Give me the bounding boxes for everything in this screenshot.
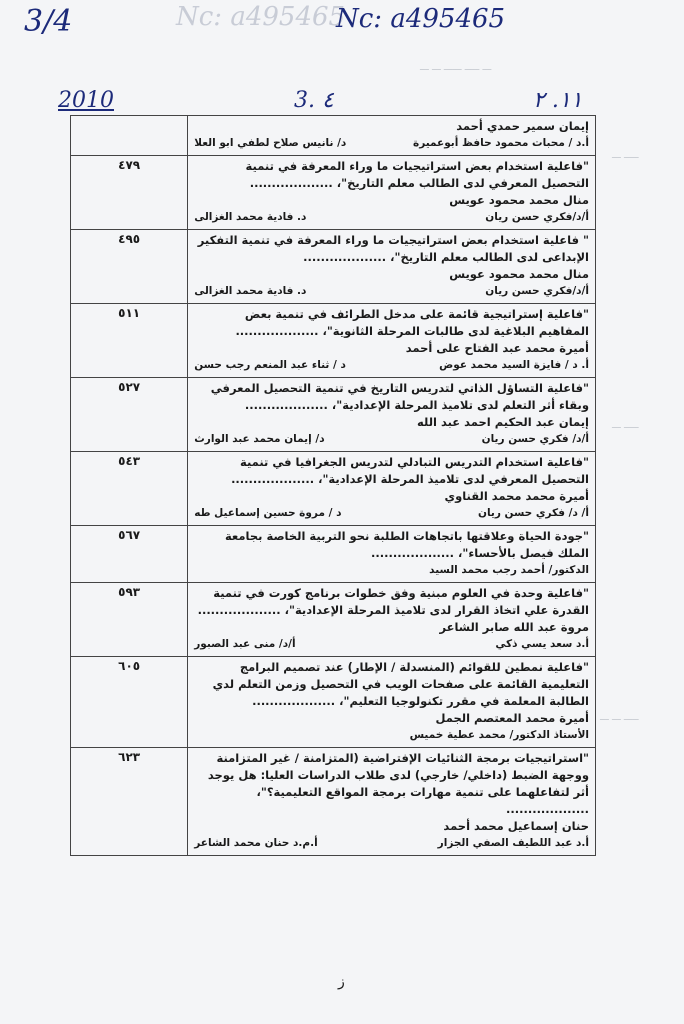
- bleed-through-text: ـــــ ـــ: [612, 420, 639, 431]
- entry-title: "فاعلية نمطين للقوائم (المنسدلة / الإطار) عند تصميم البرامج التعليمية القائمة على صفحات الويب في التحصيل وزمن التعلم لدي الطالبة المعلمة في مقرر تكنولوجيا التعليم"، ...................: [212, 660, 589, 708]
- entry-title: "فاعلية إستراتيجية قائمة على مدخل الطرائف في تنمية بعض المفاهيم البلاغية لدى طالبات المرحلة الثانوية"، ...................: [235, 307, 589, 338]
- entry-supervisors: [194, 562, 589, 579]
- handwritten-date-part: ١١. ٢: [533, 88, 583, 113]
- entry-supervisors: [194, 209, 589, 226]
- entry-title: "فاعلية وحدة في العلوم مبنية وفق خطوات برنامج كورت في تنمية القدرة علي اتخاذ القرار لدى تلاميذ المرحلة الإعدادية"، ...................: [197, 586, 589, 617]
- entry-cell: [188, 156, 596, 230]
- supervisor-name: د. فادية محمد الغزالى: [194, 285, 307, 297]
- entry-title: "فاعلية استخدام بعض استراتيجيات ما وراء المعرفة في تنمية التحصيل المعرفي لدى الطالب معلم التاريخ"، ...................: [245, 159, 589, 190]
- entry-cell: [188, 304, 596, 378]
- entry-supervisors: [194, 357, 589, 374]
- table-row: [71, 452, 596, 526]
- entry-supervisors: [194, 283, 589, 300]
- entry-title: "جودة الحياة وعلاقتها باتجاهات الطلبة نحو التربية الخاصة بجامعة الملك فيصل بالأحساء"، ...................: [224, 529, 589, 560]
- entry-cell: [188, 657, 596, 748]
- entry-supervisors: [194, 636, 589, 653]
- entry-cell: [188, 748, 596, 856]
- entry-cell: [188, 452, 596, 526]
- table-row: [71, 378, 596, 452]
- table-row: [71, 230, 596, 304]
- entry-author: منال محمد محمود عويس: [449, 267, 589, 281]
- bleed-through-text: ـــــ ـــ ـــ: [600, 712, 639, 723]
- contents-table: [70, 115, 596, 856]
- entry-page-number: ٥٩٣: [71, 583, 188, 657]
- supervisor-name: أ.د عبد اللطيف الصفي الجزار: [437, 837, 589, 849]
- handwritten-faint-number: Nc: a495465: [176, 2, 346, 32]
- entry-cell: [188, 116, 596, 156]
- entry-cell: [188, 230, 596, 304]
- supervisor-name: د. فادية محمد الغزالى: [194, 211, 307, 223]
- entry-cell: [188, 526, 596, 583]
- entry-page-number: ٤٧٩: [71, 156, 188, 230]
- table-row: [71, 116, 596, 156]
- supervisor-name: أ/د/ فكري حسن ريان: [481, 433, 589, 445]
- supervisor-name: الأستاذ الدكتور/ محمد عطية خميس: [409, 729, 589, 741]
- supervisor-name: أ.د سعد يسي ذكي: [495, 638, 589, 650]
- supervisor-name: أ/د/فكري حسن ريان: [485, 285, 589, 297]
- entry-title: " فاعلية استخدام بعض استراتيجيات ما وراء المعرفة في تنمية التفكير الإبداعى لدى الطالب معلم التاريخ"، ...................: [197, 233, 589, 264]
- supervisor-name: د/ نانيس صلاح لطفي ابو العلا: [194, 137, 347, 149]
- table-row: [71, 583, 596, 657]
- handwritten-year: 2010: [58, 88, 114, 113]
- entry-page-number: ٥١١: [71, 304, 188, 378]
- bleed-through-text: ـــ ـــــ ــــــ ـــ ـــ: [420, 62, 492, 73]
- entry-author: أميرة محمد محمد القناوي: [444, 489, 589, 503]
- table-row: [71, 526, 596, 583]
- entry-author: أميرة محمد عبد الفتاح على أحمد: [405, 341, 589, 355]
- handwritten-page-number: 3/4: [24, 4, 73, 39]
- table-row: [71, 748, 596, 856]
- entry-author: إيمان سمير حمدي أحمد: [456, 119, 589, 133]
- entry-page-number: ٥٢٧: [71, 378, 188, 452]
- entry-author: إيمان عبد الحكيم احمد عبد الله: [417, 415, 589, 429]
- entry-page-number: [71, 116, 188, 156]
- entry-title: "فاعلية استخدام التدريس التبادلي لتدريس الجغرافيا في تنمية التحصيل المعرفي لدى تلاميذ المرحلة الإعدادية"، ...................: [231, 455, 589, 486]
- entry-supervisors: [194, 727, 589, 744]
- entry-cell: [188, 378, 596, 452]
- handwritten-date-part: 3. ٤: [294, 88, 334, 113]
- entry-page-number: ٦٠٥: [71, 657, 188, 748]
- supervisor-name: د/ إيمان محمد عبد الوارث: [194, 433, 325, 445]
- supervisor-name: أ.م.د حنان محمد الشاعر: [194, 837, 318, 849]
- entry-supervisors: [194, 505, 589, 522]
- supervisor-name: أ/د/ منى عبد الصبور: [194, 638, 296, 650]
- footer-page-letter: ز: [338, 974, 345, 990]
- entry-page-number: ٥٦٧: [71, 526, 188, 583]
- entry-title: "فاعلية التساؤل الذاتي لتدريس التاريخ في تنمية التحصيل المعرفي وبقاء أثر التعلم لدى تلاميذ المرحلة الإعدادية"، ...................: [210, 381, 589, 412]
- entry-title: "استراتيجيات برمجة الثنائيات الإفتراضية (المتزامنة / غير المتزامنة ووجهة الضبط (داخلي/ خارجي) لدى طلاب الدراسات العليا: هل يوجد أثر لتفاعلهما على تنمية مهارات برمجة المواقع التعليمية؟"، ...................: [207, 751, 589, 816]
- supervisor-name: د / مروة حسين إسماعيل طه: [194, 507, 342, 519]
- entry-author: منال محمد محمود عويس: [449, 193, 589, 207]
- supervisor-name: أ/ د/ فكري حسن ريان: [477, 507, 589, 519]
- entry-author: حنان إسماعيل محمد أحمد: [443, 819, 589, 833]
- entry-supervisors: [194, 135, 589, 152]
- entry-author: أميرة محمد المعتصم الجمل: [435, 711, 589, 725]
- entry-cell: [188, 583, 596, 657]
- supervisor-name: الدكتور/ أحمد رجب محمد السيد: [429, 564, 589, 576]
- supervisor-name: أ/د/فكري حسن ريان: [485, 211, 589, 223]
- table-row: [71, 657, 596, 748]
- supervisor-name: د / ثناء عبد المنعم رجب حسن: [194, 359, 346, 371]
- bleed-through-text: ـــــ ـــ: [612, 150, 639, 161]
- table-row: [71, 304, 596, 378]
- entry-author: مروة عبد الله صابر الشاعر: [439, 620, 589, 634]
- entry-page-number: ٤٩٥: [71, 230, 188, 304]
- entry-supervisors: [194, 431, 589, 448]
- supervisor-name: أ.د / محبات محمود حافظ أبوعميرة: [413, 137, 589, 149]
- table-row: [71, 156, 596, 230]
- entry-page-number: ٥٤٣: [71, 452, 188, 526]
- entry-supervisors: [194, 835, 589, 852]
- entry-page-number: ٦٢٣: [71, 748, 188, 856]
- handwritten-nc-number: Nc: a495465: [336, 4, 506, 34]
- supervisor-name: أ. د / فايزة السيد محمد عوض: [439, 359, 589, 371]
